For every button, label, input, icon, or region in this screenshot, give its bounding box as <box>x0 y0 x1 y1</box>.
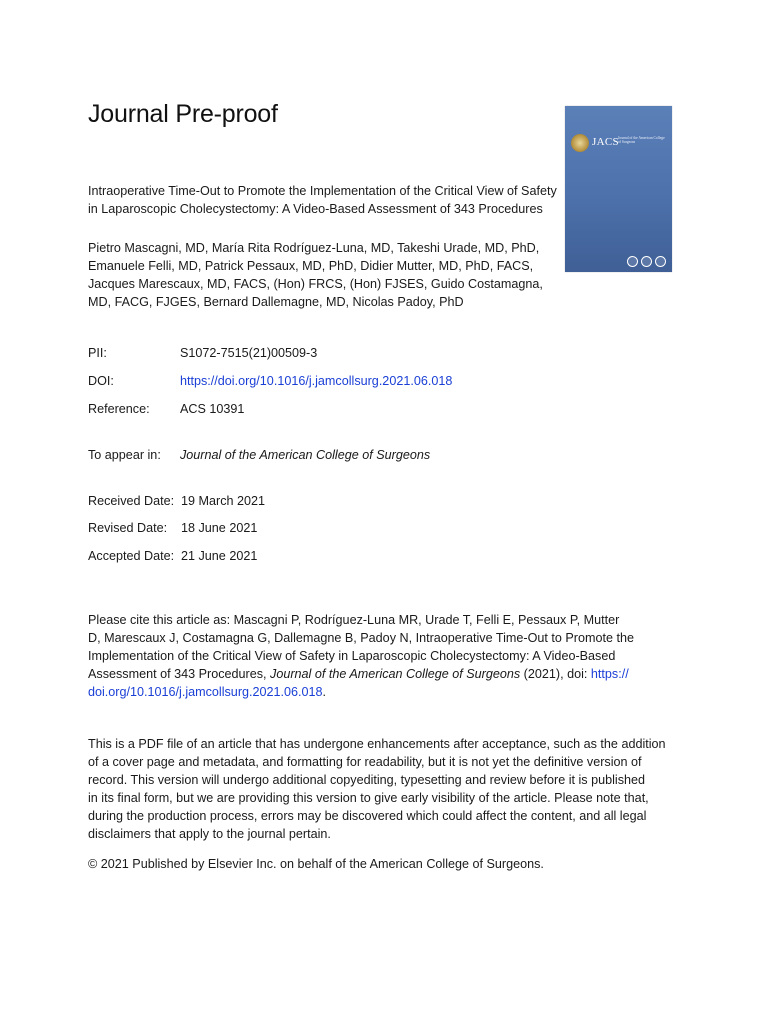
college-seal-icon <box>571 134 589 152</box>
pii-label: PII: <box>88 346 107 360</box>
notice-line: disclaimers that apply to the journal pertain. <box>88 827 331 841</box>
citation-text: Assessment of 343 Procedures, <box>88 667 271 681</box>
revised-date-label: Revised Date: <box>88 521 168 535</box>
reference-label: Reference: <box>88 402 150 416</box>
citation-paragraph <box>88 611 678 701</box>
citation-text: (2021), doi: <box>520 667 591 681</box>
author-line: MD, FACG, FJGES, Bernard Dallemagne, MD, Nicolas Padoy, PhD <box>88 295 464 309</box>
article-title-line: Intraoperative Time-Out to Promote the Implementation of the Critical View of Safety <box>88 184 557 198</box>
notice-line: This is a PDF file of an article that has undergone enhancements after acceptance, such as the addition <box>88 737 666 751</box>
author-list <box>88 239 558 311</box>
citation-journal: Journal of the American College of Surgeons <box>270 667 521 681</box>
doi-label: DOI: <box>88 374 114 388</box>
notice-line: during the production process, errors may be discovered which could affect the content, and all legal <box>88 809 647 823</box>
reference-value: ACS 10391 <box>180 402 245 416</box>
citation-text: . <box>322 685 327 699</box>
cover-logo-icon <box>641 256 652 267</box>
accepted-date-value: 21 June 2021 <box>181 549 258 563</box>
page-heading: Journal Pre-proof <box>88 100 278 128</box>
cover-logo-icon <box>655 256 666 267</box>
revised-date-value: 18 June 2021 <box>181 521 258 535</box>
article-title <box>88 182 568 218</box>
citation-doi-link[interactable]: doi.org/10.1016/j.jamcollsurg.2021.06.018 <box>88 685 323 699</box>
pii-value: S1072-7515(21)00509-3 <box>180 346 318 360</box>
notice-paragraph <box>88 735 678 843</box>
copyright-notice: © 2021 Published by Elsevier Inc. on behalf of the American College of Surgeons. <box>88 857 544 871</box>
journal-name: Journal of the American College of Surgeons <box>180 448 431 462</box>
received-date-value: 19 March 2021 <box>181 494 266 508</box>
cover-acronym: JACS <box>592 136 619 148</box>
notice-line: in its final form, but we are providing this version to give early visibility of the article. Please note that, <box>88 791 649 805</box>
article-title-line: in Laparoscopic Cholecystectomy: A Video-Based Assessment of 343 Procedures <box>88 202 543 216</box>
cover-subtitle: Journal of the American College of Surgeons <box>618 136 665 145</box>
citation-doi-link[interactable]: https:// <box>590 667 629 681</box>
author-line: Jacques Marescaux, MD, FACS, (Hon) FRCS, (Hon) FJSES, Guido Costamagna, <box>88 277 543 291</box>
notice-line: of a cover page and metadata, and formatting for readability, but it is not yet the definitive version of <box>88 755 642 769</box>
citation-line <box>88 683 678 701</box>
cover-logo-icon <box>627 256 638 267</box>
citation-line <box>88 665 678 683</box>
citation-line: Implementation of the Critical View of Safety in Laparoscopic Cholecystectomy: A Video-Based <box>88 649 616 663</box>
received-date-label: Received Date: <box>88 494 175 508</box>
citation-line: D, Marescaux J, Costamagna G, Dallemagne B, Padoy N, Intraoperative Time-Out to Promote the <box>88 631 634 645</box>
author-line: Emanuele Felli, MD, Patrick Pessaux, MD, PhD, Didier Mutter, MD, PhD, FACS, <box>88 259 534 273</box>
accepted-date-label: Accepted Date: <box>88 549 175 563</box>
author-line: Pietro Mascagni, MD, María Rita Rodríguez-Luna, MD, Takeshi Urade, MD, PhD, <box>88 241 540 255</box>
journal-cover-image <box>565 106 672 272</box>
citation-line: Please cite this article as: Mascagni P, Rodríguez-Luna MR, Urade T, Felli E, Pessaux P, Mutter <box>88 613 620 627</box>
doi-link[interactable]: https://doi.org/10.1016/j.jamcollsurg.2021.06.018 <box>180 374 453 388</box>
appear-in-label: To appear in: <box>88 448 161 462</box>
notice-line: record. This version will undergo additional copyediting, typesetting and review before it is published <box>88 773 646 787</box>
